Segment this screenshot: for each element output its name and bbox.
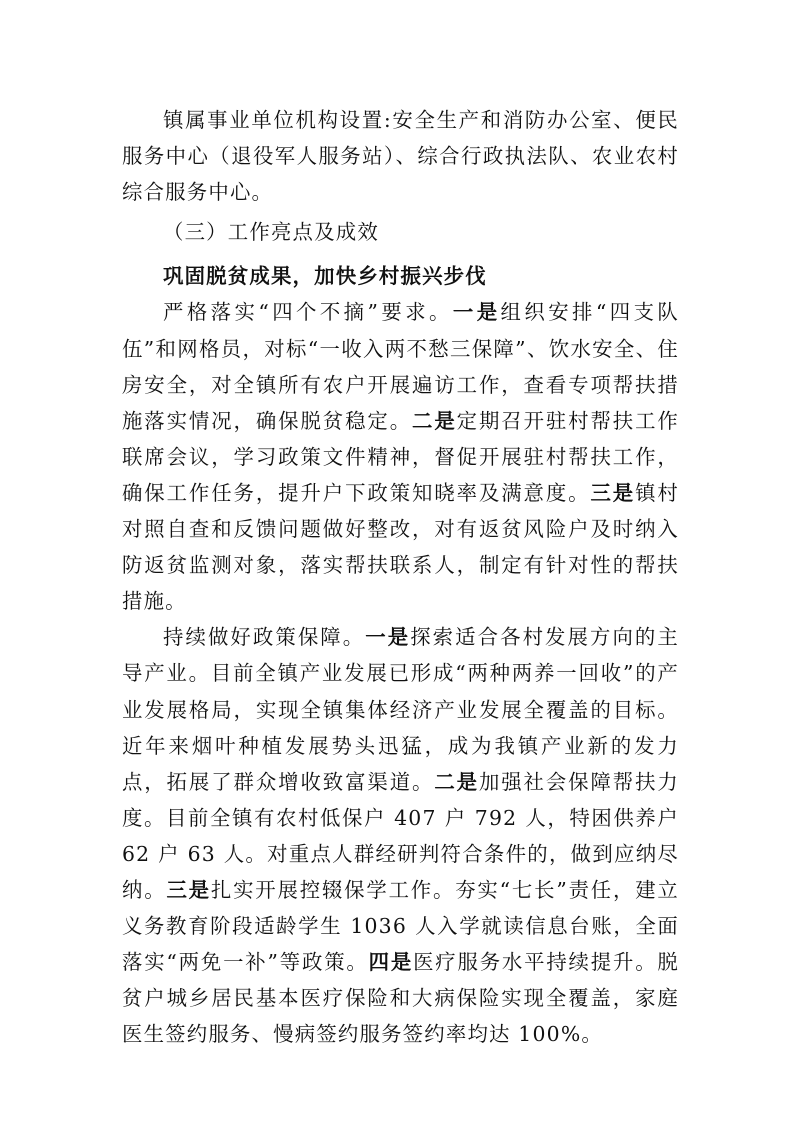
org-setup-text: 镇属事业单位机构设置:安全生产和消防办公室、便民服务中心（退役军人服务站）、综合行政执法队、农业农村综合服务中心。	[122, 108, 679, 205]
subheading: 巩固脱贫成果，加快乡村振兴步伐	[163, 264, 487, 289]
para1-keyword-1: 一是	[452, 300, 501, 325]
para1-keyword-3: 三是	[590, 480, 636, 505]
para2-keyword-3: 三是	[166, 877, 211, 902]
paragraph-four-no-removal	[122, 294, 679, 619]
para2-text-2: 加强社会保障帮扶力度。目前全镇有农村低保户 407 户 792 人，特困供养户 62 户 63 人。对重点人群经研判符合条件的，做到应纳尽纳。	[122, 769, 679, 902]
para1-text-2: 定期召开驻村帮扶工作联席会议，学习政策文件精神，督促开展驻村帮扶工作，确保工作任务，提升户下政策知晓率及满意度。	[122, 408, 680, 505]
paragraph-policy-guarantee	[122, 619, 679, 1052]
para2-text-1: 探索适合各村发展方向的主导产业。目前全镇产业发展已形成“两种两养一回收”的产业发展格局，实现全镇集体经济产业发展全覆盖的目标。近年来烟叶种植发展势头迅猛，成为我镇产业新的发力点，拓展了群众增收致富渠道。	[122, 625, 679, 794]
para1-text-3: 镇村对照自查和反馈问题做好整改，对有返贫风险户及时纳入防返贫监测对象，落实帮扶联系人，制定有针对性的帮扶措施。	[122, 480, 679, 614]
para1-text-1: 组织安排“四支队伍”和网格员，对标“一收入两不愁三保障”、饮水安全、住房安全，对全镇所有农户开展遍访工作，查看专项帮扶措施落实情况，确保脱贫稳定。	[122, 300, 679, 433]
para2-keyword-2: 二是	[434, 769, 479, 794]
para2-keyword-1: 一是	[365, 625, 411, 650]
para2-text-4: 医疗服务水平持续提升。脱贫户城乡居民基本医疗保险和大病保险实现全覆盖，家庭医生签约服务、慢病签约服务签约率均达 100%。	[122, 950, 679, 1047]
document-body	[122, 102, 679, 1052]
para2-text-3: 扎实开展控辍保学工作。夯实“七长”责任，建立义务教育阶段适龄学生 1036 人入学就读信息台账，全面落实“两免一补”等政策。	[122, 877, 680, 975]
para2-keyword-4: 四是	[368, 950, 414, 975]
para1-lead: 严格落实“四个不摘”要求。	[163, 300, 453, 325]
section-heading: （三）工作亮点及成效	[163, 220, 379, 245]
para1-keyword-2: 二是	[412, 408, 457, 433]
para2-lead: 持续做好政策保障。	[163, 625, 366, 650]
org-setup-paragraph	[122, 102, 679, 210]
